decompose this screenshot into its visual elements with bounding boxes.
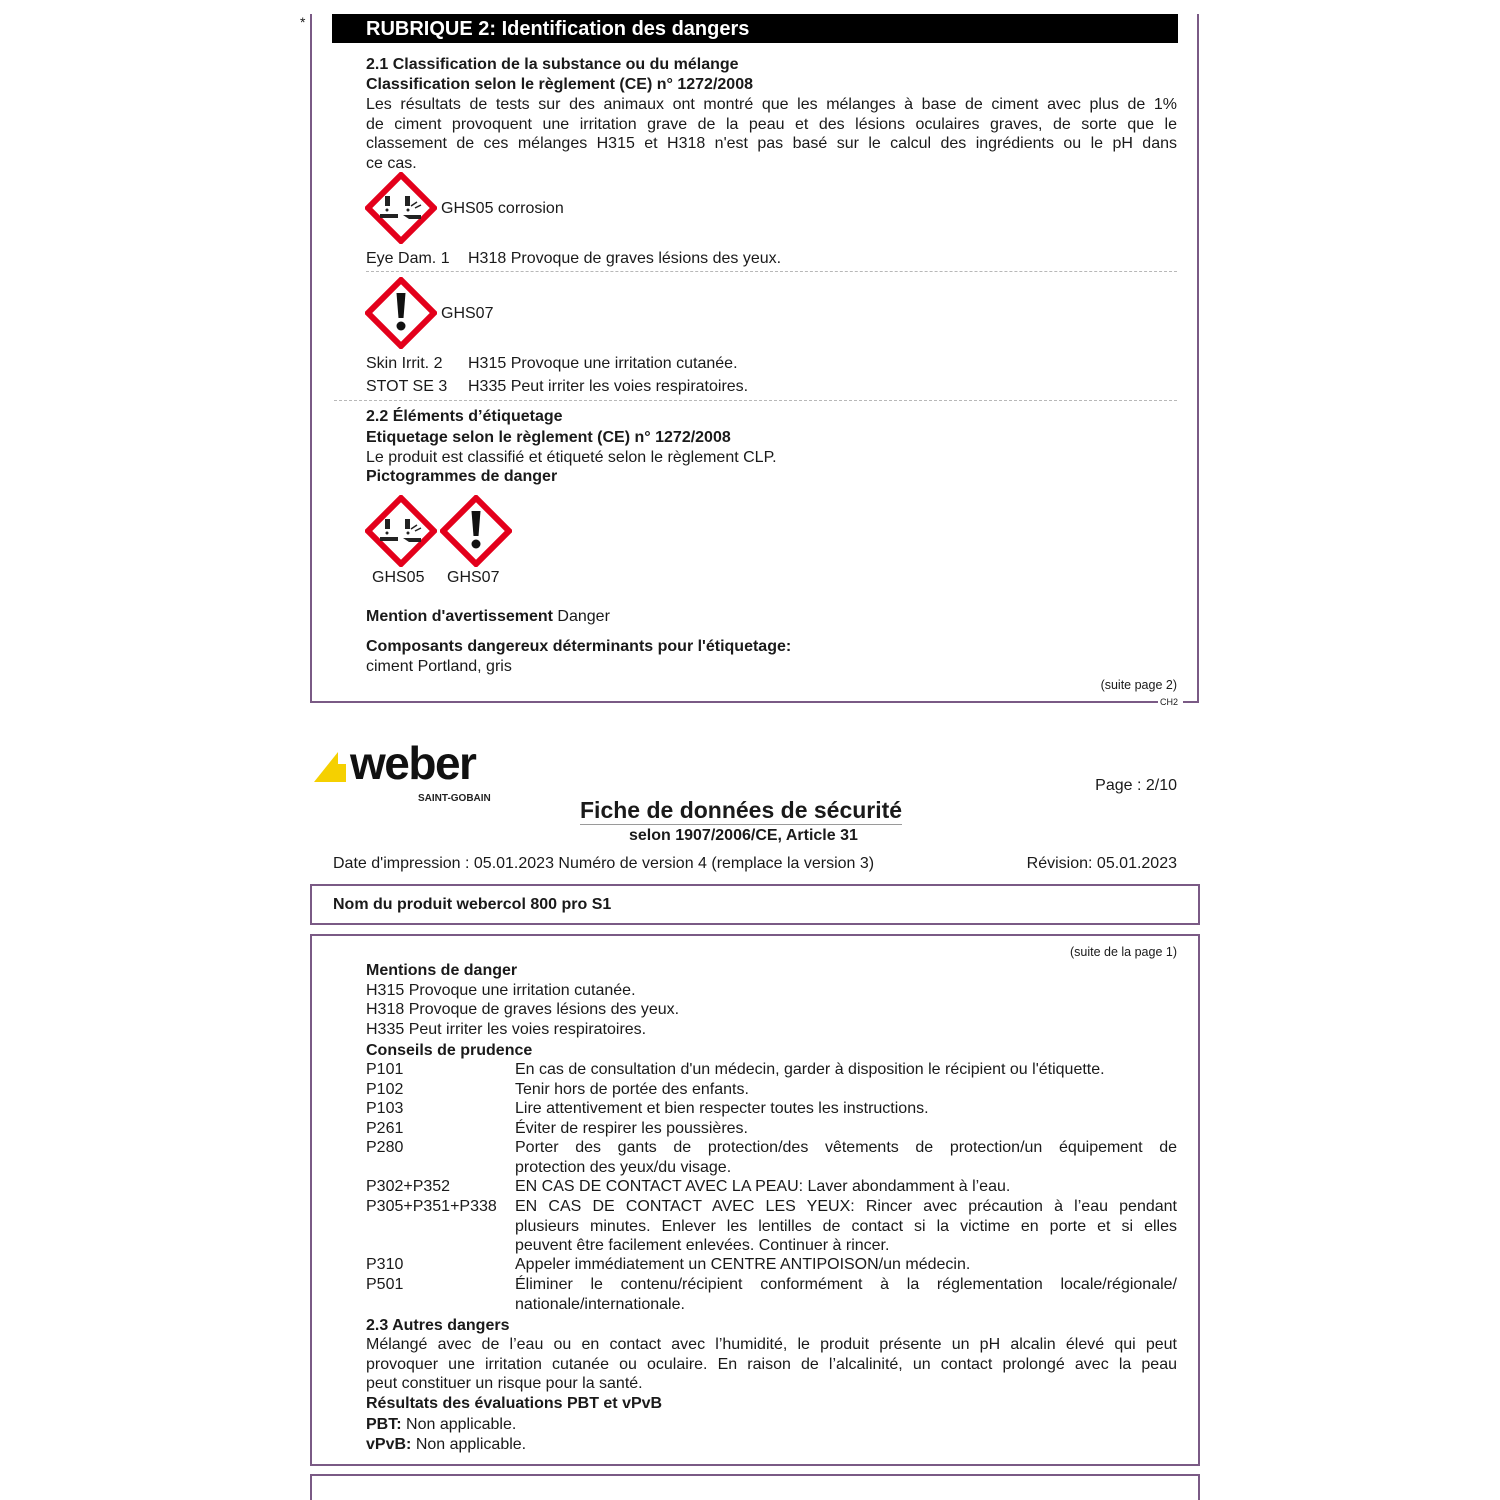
logo-text: weber (350, 737, 476, 789)
precaution-text (515, 1275, 1177, 1314)
precaution-line: plusieurs minutes. Enlever les lentilles de contact si la victime en porte et si elles (515, 1217, 1177, 1235)
next-box-top-border (310, 1474, 1200, 1476)
precaution-line: protection des yeux/du visage. (515, 1158, 732, 1176)
continued-from-note: (suite de la page 1) (1069, 945, 1177, 959)
section-header-title: RUBRIQUE 2: Identification des dangers (366, 18, 750, 40)
precaution-text: Tenir hors de portée des enfants. (515, 1081, 749, 1098)
weber-logo (312, 737, 512, 806)
precaution-line: EN CAS DE CONTACT AVEC LES YEUX: Rincer avec précaution à l’eau pendant (515, 1198, 1177, 1215)
ghs05-label: GHS05 corrosion (441, 200, 564, 217)
precaution-line: peuvent être facilement enlevées. Continuer à rincer. (515, 1237, 890, 1254)
picto-label-ghs05: GHS05 (372, 569, 425, 586)
ghs05-corrosion-icon (365, 172, 437, 244)
page1-bottom-border-end (1183, 701, 1199, 703)
precaution-code: P310 (366, 1256, 404, 1273)
stot-class: STOT SE 3 (366, 378, 448, 395)
warning-mention (366, 607, 610, 627)
s21-para-line: de ciment provoquent une irritation grave de la peau et des lésions oculaires graves, de sorte que le (366, 115, 1177, 133)
precaution-line: nationale/internationale. (515, 1295, 685, 1313)
pbt-title: Résultats des évaluations PBT et vPvB (366, 1395, 663, 1412)
skin-text: H315 Provoque une irritation cutanée. (468, 355, 738, 372)
pbt-row (366, 1415, 516, 1435)
precaution-code: P102 (366, 1081, 404, 1098)
picto-title: Pictogrammes de danger (366, 468, 558, 485)
s21-para-line: classement de ces mélanges H315 et H318 n'est pas basé sur le calcul des ingrédients ou le pH dans (366, 135, 1177, 152)
vpvb-label: vPvB: (366, 1436, 412, 1453)
mention-item: H335 Peut irriter les voies respiratoires. (366, 1021, 647, 1038)
vpvb-row (366, 1435, 526, 1455)
pbt-label: PBT: (366, 1416, 402, 1433)
vpvb-value: Non applicable. (415, 1436, 527, 1453)
next-box-right-border (1198, 1474, 1200, 1500)
warning-value: Danger (557, 608, 610, 625)
separator (334, 400, 1177, 401)
components-value: ciment Portland, gris (366, 658, 512, 675)
mention-item: H315 Provoque une irritation cutanée. (366, 982, 636, 999)
ghs07-exclamation-icon (365, 277, 437, 349)
precaution-code: P261 (366, 1120, 404, 1137)
ghs05-corrosion-icon (365, 495, 437, 567)
precaution-code: P103 (366, 1100, 404, 1117)
print-info: Date d'impression : 05.01.2023 Numéro de version 4 (remplace la version 3) (333, 855, 875, 872)
ghs07-label: GHS07 (441, 305, 494, 322)
eye-class: Eye Dam. 1 (366, 250, 450, 267)
conseils-title: Conseils de prudence (366, 1042, 533, 1059)
s21-subtitle: Classification selon le règlement (CE) n° 1272/2008 (366, 76, 753, 93)
precaution-text: En cas de consultation d'un médecin, garder à disposition le récipient ou l'étiquette. (515, 1061, 1105, 1078)
s21-para-line: Les résultats de tests sur des animaux ont montré que les mélanges à base de ciment avec plus de 1% (366, 96, 1177, 113)
mentions-title: Mentions de danger (366, 962, 518, 979)
precaution-code: P280 (366, 1139, 404, 1156)
page1-bottom-border (310, 701, 1158, 703)
pbt-value: Non applicable. (406, 1416, 517, 1433)
eye-text: H318 Provoque de graves lésions des yeux. (468, 250, 782, 267)
precaution-text: Appeler immédiatement un CENTRE ANTIPOISON/un médecin. (515, 1256, 971, 1273)
revision-date: Révision: 05.01.2023 (1026, 855, 1177, 872)
s22-title: 2.2 Éléments d’étiquetage (366, 408, 563, 425)
stot-text: H335 Peut irriter les voies respiratoires. (468, 378, 749, 395)
precaution-text (515, 1138, 1177, 1177)
logo-subtext: SAINT-GOBAIN (418, 793, 491, 804)
mention-item: H318 Provoque de graves lésions des yeux. (366, 1001, 680, 1018)
footer-code: CH2 (1160, 697, 1179, 707)
next-box-left-border (310, 1474, 312, 1500)
ghs07-exclamation-icon (440, 495, 512, 567)
precaution-text (515, 1197, 1177, 1256)
components-title: Composants dangereux déterminants pour l'étiquetage: (366, 638, 792, 655)
document-subtitle: selon 1907/2006/CE, Article 31 (629, 827, 858, 844)
precaution-code: P302+P352 (366, 1178, 451, 1195)
page1-right-border (1197, 14, 1199, 703)
picto-label-ghs07: GHS07 (447, 569, 500, 586)
page1-left-border (310, 14, 312, 703)
s22-subtitle: Etiquetage selon le règlement (CE) n° 1272/2008 (366, 429, 731, 446)
s23-para-line: peut constituer un risque pour la santé. (366, 1375, 643, 1392)
asterisk-marker: * (300, 14, 306, 30)
precaution-line: Porter des gants de protection/des vêtements de protection/un équipement de (515, 1139, 1177, 1156)
precaution-text: Lire attentivement et bien respecter toutes les instructions. (515, 1100, 929, 1117)
separator (366, 271, 1177, 272)
precaution-code: P501 (366, 1276, 404, 1293)
product-name-box (310, 884, 1200, 925)
document-title: Fiche de données de sécurité (580, 797, 903, 823)
precaution-code: P101 (366, 1061, 404, 1078)
precaution-text: EN CAS DE CONTACT AVEC LA PEAU: Laver abondamment à l’eau. (515, 1178, 1011, 1195)
s23-para-line: provoquer une irritation cutanée ou oculaire. En raison de l’alcalinité, un contact prolongé avec la peau (366, 1355, 1177, 1373)
s23-para-line: Mélangé avec de l’eau ou en contact avec l’humidité, le produit présente un pH alcalin élevé qui peut (366, 1336, 1177, 1353)
precaution-line: Éliminer le contenu/récipient conformément à la réglementation locale/régionale/ (515, 1276, 1177, 1293)
continued-note: (suite page 2) (1100, 678, 1177, 692)
s21-para-line: ce cas. (366, 154, 417, 172)
product-name: Nom du produit webercol 800 pro S1 (333, 896, 612, 913)
s22-text: Le produit est classifié et étiqueté selon le règlement CLP. (366, 449, 777, 466)
page-number: Page : 2/10 (1095, 777, 1177, 794)
s23-paragraph (366, 1335, 1177, 1394)
warning-label: Mention d'avertissement (366, 608, 553, 625)
s21-title: 2.1 Classification de la substance ou du mélange (366, 56, 739, 73)
s21-paragraph (366, 95, 1177, 173)
skin-class: Skin Irrit. 2 (366, 355, 443, 372)
s23-title: 2.3 Autres dangers (366, 1317, 510, 1334)
section-header (332, 14, 1178, 43)
precaution-code: P305+P351+P338 (366, 1198, 497, 1215)
precaution-text: Éviter de respirer les poussières. (515, 1120, 748, 1137)
